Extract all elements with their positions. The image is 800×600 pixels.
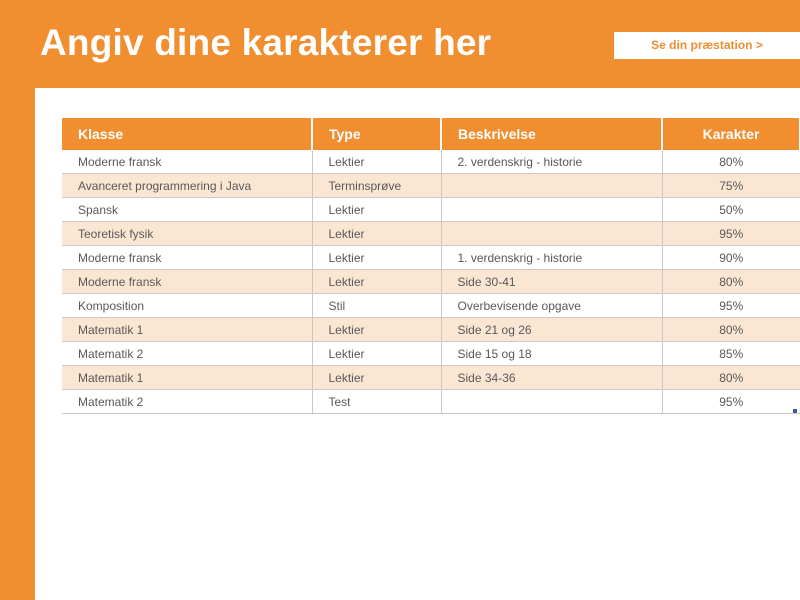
- cell-karakter[interactable]: 75%: [662, 174, 800, 198]
- cell-beskrivelse[interactable]: 2. verdenskrig - historie: [441, 150, 662, 174]
- table-row: [62, 174, 800, 198]
- cell-beskrivelse[interactable]: Overbevisende opgave: [441, 294, 662, 318]
- column-header-beskrivelse[interactable]: Beskrivelse: [441, 118, 662, 150]
- cell-beskrivelse[interactable]: [441, 222, 662, 246]
- cell-karakter[interactable]: 95%: [662, 222, 800, 246]
- column-header-klasse[interactable]: Klasse: [62, 118, 312, 150]
- cell-type[interactable]: Lektier: [312, 222, 441, 246]
- cell-beskrivelse[interactable]: Side 21 og 26: [441, 318, 662, 342]
- cell-karakter[interactable]: 95%: [662, 294, 800, 318]
- table-row: [62, 366, 800, 390]
- cell-type[interactable]: Lektier: [312, 150, 441, 174]
- cell-klasse[interactable]: Matematik 2: [62, 342, 312, 366]
- cell-beskrivelse[interactable]: [441, 174, 662, 198]
- cell-klasse[interactable]: Avanceret programmering i Java: [62, 174, 312, 198]
- cell-beskrivelse[interactable]: [441, 198, 662, 222]
- table-row: [62, 270, 800, 294]
- cell-beskrivelse[interactable]: Side 30-41: [441, 270, 662, 294]
- cell-klasse[interactable]: Moderne fransk: [62, 246, 312, 270]
- table-row: [62, 198, 800, 222]
- table-row: [62, 342, 800, 366]
- cell-klasse[interactable]: Moderne fransk: [62, 150, 312, 174]
- cell-type[interactable]: Stil: [312, 294, 441, 318]
- cell-karakter[interactable]: 80%: [662, 366, 800, 390]
- cell-karakter[interactable]: 80%: [662, 150, 800, 174]
- cell-karakter[interactable]: 50%: [662, 198, 800, 222]
- cell-klasse[interactable]: Matematik 1: [62, 318, 312, 342]
- table-row: [62, 222, 800, 246]
- cell-type[interactable]: Lektier: [312, 246, 441, 270]
- table-row: [62, 150, 800, 174]
- cell-type[interactable]: Lektier: [312, 270, 441, 294]
- table-row: [62, 246, 800, 270]
- header-row: [62, 118, 800, 150]
- page-title: Angiv dine karakterer her: [40, 22, 492, 63]
- cell-beskrivelse[interactable]: Side 34-36: [441, 366, 662, 390]
- cell-type[interactable]: Lektier: [312, 342, 441, 366]
- cell-beskrivelse[interactable]: [441, 390, 662, 414]
- table-row: [62, 294, 800, 318]
- cell-klasse[interactable]: Moderne fransk: [62, 270, 312, 294]
- cell-karakter[interactable]: 95%: [662, 390, 800, 414]
- column-header-karakter[interactable]: Karakter: [662, 118, 800, 150]
- left-accent-band: [0, 88, 35, 600]
- cell-type[interactable]: Lektier: [312, 198, 441, 222]
- cell-type[interactable]: Terminsprøve: [312, 174, 441, 198]
- cell-karakter[interactable]: 80%: [662, 270, 800, 294]
- cell-klasse[interactable]: Matematik 1: [62, 366, 312, 390]
- cell-karakter[interactable]: 90%: [662, 246, 800, 270]
- cell-type[interactable]: Lektier: [312, 366, 441, 390]
- table-row: [62, 390, 800, 414]
- cell-karakter[interactable]: 80%: [662, 318, 800, 342]
- cell-beskrivelse[interactable]: Side 15 og 18: [441, 342, 662, 366]
- cell-klasse[interactable]: Teoretisk fysik: [62, 222, 312, 246]
- cell-type[interactable]: Test: [312, 390, 441, 414]
- cell-klasse[interactable]: Spansk: [62, 198, 312, 222]
- see-performance-link[interactable]: Se din præstation >: [614, 32, 800, 59]
- cell-klasse[interactable]: Matematik 2: [62, 390, 312, 414]
- table-row: [62, 318, 800, 342]
- cell-type[interactable]: Lektier: [312, 318, 441, 342]
- cell-klasse[interactable]: Komposition: [62, 294, 312, 318]
- table-resize-handle[interactable]: [793, 409, 797, 413]
- cell-beskrivelse[interactable]: 1. verdenskrig - historie: [441, 246, 662, 270]
- cell-karakter[interactable]: 85%: [662, 342, 800, 366]
- grades-table: [62, 118, 800, 414]
- column-header-type[interactable]: Type: [312, 118, 441, 150]
